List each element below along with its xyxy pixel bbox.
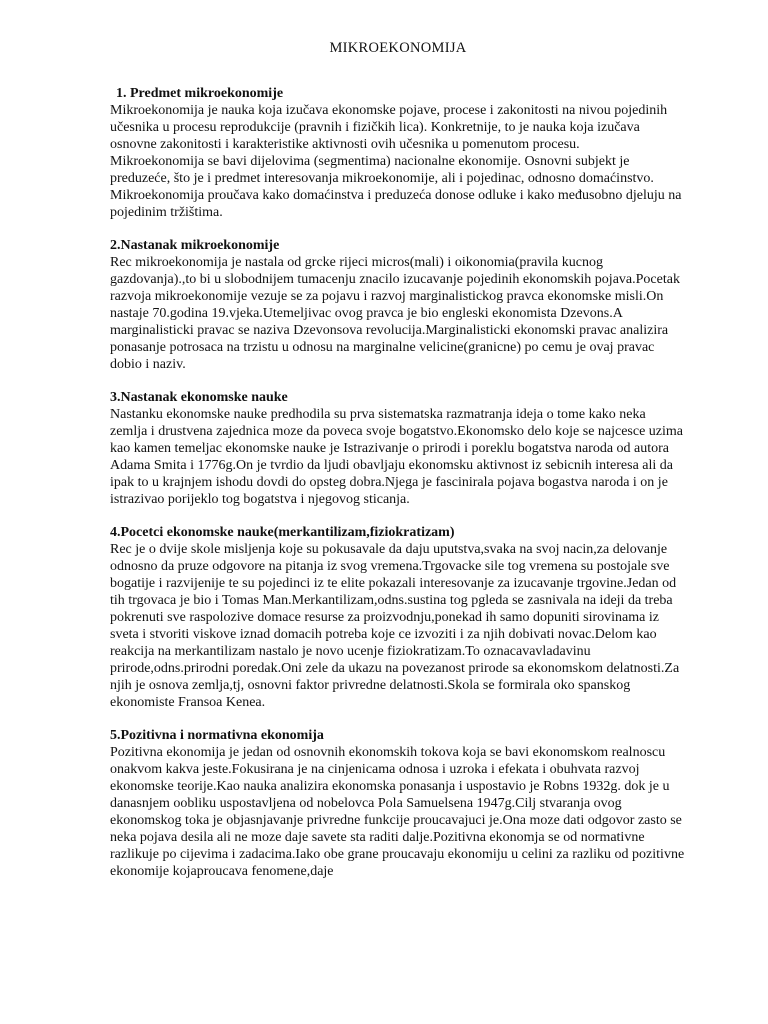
section-paragraph: Rec mikroekonomija je nastala od grcke rijeci micros(mali) i oikonomia(pravila kucnog gazdovanja).,to bi u slobodnijem tumacenju znacilo izucavanje pojedinih ekonomskih pojava.Pocetak razvoja mikroekonomije vezuje se za pojavu i razvoj marginalistickog pravca ekonomske misli.On nastaje 70.godina 19.vjeka.Utemeljivac ovog pravca je bio engleski ekonomista Dzevons.A marginalisticki pravac se naziva Dzevonsova revolucija.Marginalisticki ekonomski pravac analizira ponasanje potrosaca na trzistu u odnosu na marginalne velicine(granicne) po cemu je ovaj pravac dobio i naziv. (110, 255, 680, 372)
section-paragraph: Pozitivna ekonomija je jedan od osnovnih ekonomskih tokova koja se bavi ekonomskom realnoscu onakvom kakva jeste.Fokusirana je na cinjenicama odnosa i uzroka i efekata i obuhvata razvoj ekonomske teorije.Kao nauka analizira ekonomska ponasanja i uspostavio je Robns 1932g. dok je u danasnjem oobliku uspostavljena od nobelovca Pola Samuelsena 1947g.Cilj stvaranja ovog ekonomskog toka je objasnjavanje privredne funkcije proucavajuci je.Ona moze dati odgovor zasto se neka pojava desila ali ne moze daje savete sta raditi dalje.Pozitivna ekonomja se od normativne razlikuje po cijevima i zadacima.Iako obe grane proucavaju ekonomiju u celini za razliku od pozitivne ekonomije kojaproucava fenomene,daje (110, 745, 685, 879)
document-page (110, 40, 686, 896)
section-paragraph: Mikroekonomija se bavi dijelovima (segmentima) nacionalne ekonomije. Osnovni subjekt je preduzeće, što je i predmet interesovanja mikroekonomije, ali i pojedinac, odnosno domaćinstvo. Mikroekonomija proučava kako domaćinstva i preduzeća donose odluke i kako međusobno djeluju na pojedinim tržištima. (110, 154, 682, 220)
section-heading: 5.Pozitivna i normativna ekonomija (110, 728, 324, 743)
section-nastanak-mikroekonomije (110, 237, 686, 373)
section-paragraph: Mikroekonomija je nauka koja izučava ekonomske pojave, procese i zakonitosti na nivou pojedinih učesnika u procesu reprodukcije (pravnih i fizičkih lica). Konkretnije, to je nauka koja izučava osnovne zakonitosti i karakteristike aktivnosti ovih učesnika u pomenutom procesu. (110, 103, 668, 152)
section-heading: 3.Nastanak ekonomske nauke (110, 390, 288, 405)
section-paragraph: Nastanku ekonomske nauke predhodila su prva sistematska razmatranja ideja o tome kako neka zemlja i drustvena zajednica moze da poveca svoje bogatstvo.Ekonomsko delo koje se najcesce uzima kao kamen temeljac ekonomske nauke je Istrazivanje o prirodi i poreklu bogatstva naroda od autora Adama Smita i 1776g.On je tvrdio da ljudi obavljaju ekonomsku aktivnost iz sebicnih interesa ali da ipak to u krajnjem ishodu dovdi do opsteg dobra.Njega je fascinirala pojava bogastva naroda i on je istrazivao porijeklo tog bogatstva i njegovog sticanja. (110, 407, 684, 507)
section-pozitivna-normativna (110, 727, 686, 880)
document-title: MIKROEKONOMIJA (329, 40, 467, 56)
section-nastanak-ekonomske-nauke (110, 389, 686, 508)
section-predmet (110, 85, 686, 221)
section-paragraph: Rec je o dvije skole misljenja koje su pokusavale da daju uputstva,svaka na svoj nacin,za delovanje odnosno da pruze odgovore na pitanja iz svog vremena.Trgovacke sile tog vremena su postojale sve bogatije i razvijenije te su pojedinci iz te elite pokazali interesovanje za izucavanje trgovine.Jedan od tih trgovaca je bio i Tomas Man.Merkantilizam,odns.sustina tog pgleda se zasnivala na ideji da treba pokrenuti sve raspolozive domace resurse za proizvodnju,ponekad ih samo dopuniti sirovinama iz sveta i stvoriti viskove iznad domacih potreba koje ce izvoziti i za njih dobivati novac.Delom kao reakcija na merkantilizam nastalo je novo ucenje fiziokratizam.To oznacavavladavinu prirode,odns.prirodni poredak.Oni zele da ukazu na povezanost prirode sa ekonomskom delatnosti.Za njih je osnova zemlja,tj, osnovni faktor privredne delatnosti.Skola se formirala oko spanskog ekonomiste Fransoa Kenea. (110, 542, 680, 710)
section-heading: 2.Nastanak mikroekonomije (110, 238, 280, 253)
section-pocetci-ekonomske-nauke (110, 524, 686, 711)
section-heading: 1. Predmet mikroekonomije (116, 86, 284, 101)
section-heading: 4.Pocetci ekonomske nauke(merkantilizam,fiziokratizam) (110, 525, 455, 540)
